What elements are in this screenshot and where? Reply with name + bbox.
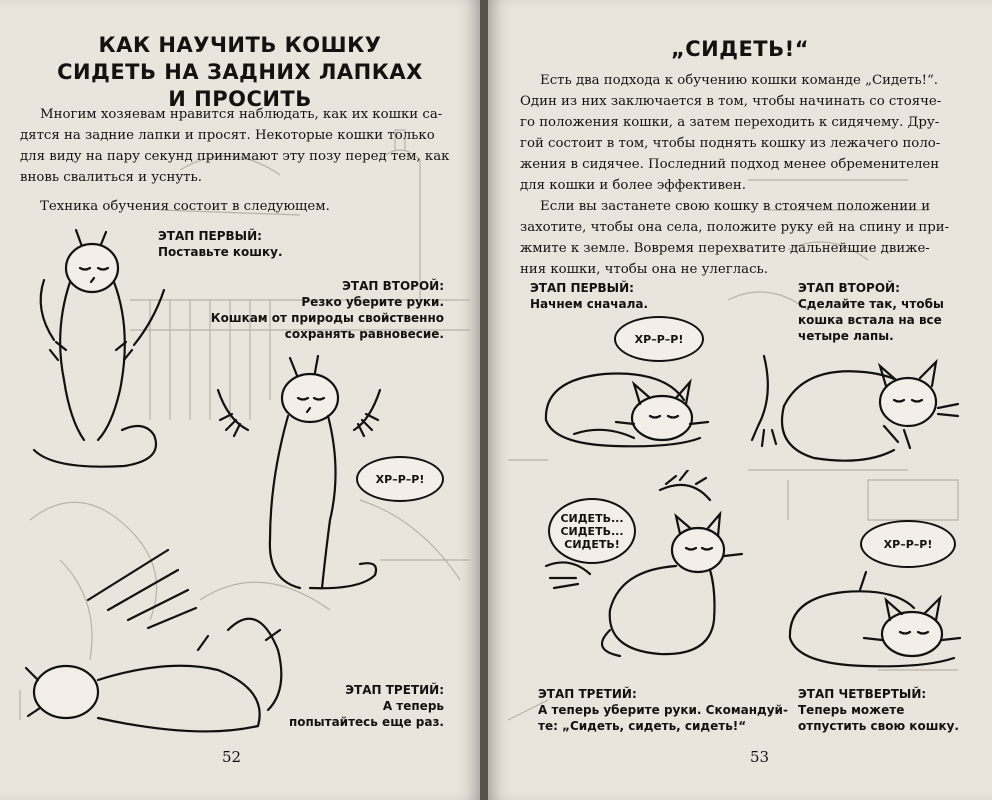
- text-line: захотите, чтобы она села, положите руку ей на спину и при-: [520, 220, 950, 235]
- text-line: дятся на задние лапки и просят. Некоторые кошки только: [20, 128, 435, 143]
- bubble-line: СИДЕТЬ...: [560, 511, 624, 525]
- left-title-line: КАК НАУЧИТЬ КОШКУ: [98, 33, 382, 57]
- step-label: ЭТАП ВТОРОЙ:: [798, 281, 900, 295]
- left-intro-paragraph: [20, 104, 458, 188]
- right-page-number: 53: [750, 748, 770, 766]
- cat-standing-with-hand-illustration: [744, 346, 964, 476]
- right-title: „СИДЕТЬ!“: [670, 37, 810, 61]
- step-text: сохранять равновесие.: [284, 327, 444, 341]
- text-line: го положения кошки, а затем переходить к сидячему. Дру-: [520, 115, 940, 130]
- step-text: кошка встала на все: [798, 313, 942, 327]
- text-line: жмите к земле. Вовремя перехватите дальнейшие движе-: [520, 241, 930, 256]
- left-technique-line: Техника обучения состоит в следующем.: [40, 199, 330, 214]
- cat-lying-on-back-illustration: [18, 540, 318, 740]
- step-label: ЭТАП ПЕРВЫЙ:: [530, 281, 634, 295]
- text-line: Если вы застанете свою кошку в стоячем положении и: [540, 199, 931, 214]
- text-line: вновь свалиться и уснуть.: [20, 170, 203, 185]
- text-line: жения в сидячее. Последний подход менее обременителен: [520, 157, 940, 172]
- cat-sitting-illustration: [540, 470, 770, 670]
- text-line: ния кошки, чтобы она не улеглась.: [520, 262, 768, 277]
- left-title-line: И ПРОСИТЬ: [168, 87, 312, 111]
- step-label: ЭТАП ТРЕТИЙ:: [345, 683, 444, 697]
- right-step4-caption: [798, 686, 959, 734]
- right-step3-caption: [538, 686, 788, 734]
- bubble-line: СИДЕТЬ!: [564, 537, 620, 551]
- text-line: Есть два подхода к обучению кошки команде „Сидеть!“.: [540, 73, 939, 88]
- text-line: для виду на пару секунд принимают эту позу перед тем, как: [20, 149, 450, 164]
- left-snore-bubble: ХР–Р–Р!: [356, 456, 444, 502]
- text-line: для кошки и более эффективен.: [520, 178, 746, 193]
- step-text: попытайтесь еще раз.: [288, 715, 444, 729]
- step-text: отпустить свою кошку.: [798, 719, 959, 733]
- step-text: четыре лапы.: [798, 329, 894, 343]
- step-label: ЭТАП ТРЕТИЙ:: [538, 687, 637, 701]
- left-step2-caption: [211, 278, 444, 342]
- step-text: А теперь: [382, 699, 444, 713]
- left-page-number: 52: [222, 748, 242, 766]
- step-label: ЭТАП ВТОРОЙ:: [342, 279, 444, 293]
- step-text: Поставьте кошку.: [158, 245, 283, 259]
- text-line: Многим хозяевам нравится наблюдать, как их кошки са-: [40, 107, 443, 122]
- text-line: Один из них заключается в том, чтобы начинать со стояче-: [520, 94, 942, 109]
- right-step1-caption: [530, 280, 648, 312]
- text-line: гой состоит в том, чтобы поднять кошку из лежачего поло-: [520, 136, 941, 151]
- cat-resting-illustration: [774, 568, 974, 678]
- left-title: [40, 32, 440, 113]
- left-step1-caption: [158, 228, 283, 260]
- right-step2-caption: [798, 280, 944, 344]
- left-page: [0, 0, 480, 800]
- step-text: Кошкам от природы свойственно: [210, 311, 444, 325]
- step-text: Начнем сначала.: [530, 297, 649, 311]
- right-snore-bubble-bottom: ХР–Р–Р!: [860, 520, 956, 568]
- cat-held-upright-illustration: [14, 220, 174, 480]
- right-paragraph-2: [520, 196, 956, 280]
- step-text: Сделайте так, чтобы: [798, 297, 944, 311]
- right-page: [488, 0, 992, 800]
- cat-sleeping-curled-illustration: [534, 360, 714, 460]
- bubble-line: СИДЕТЬ...: [560, 524, 624, 538]
- step-text: те: „Сидеть, сидеть, сидеть!“: [538, 719, 747, 733]
- right-paragraph-1: [520, 70, 956, 196]
- book-gutter: [480, 0, 488, 800]
- left-title-line: СИДЕТЬ НА ЗАДНИХ ЛАПКАХ: [57, 60, 423, 84]
- step-label: ЭТАП ЧЕТВЕРТЫЙ:: [798, 687, 927, 701]
- step-label: ЭТАП ПЕРВЫЙ:: [158, 229, 262, 243]
- step-text: А теперь уберите руки. Скомандуй-: [538, 703, 788, 717]
- step-text: Теперь можете: [798, 703, 905, 717]
- right-snore-bubble-top: ХР–Р–Р!: [614, 316, 704, 362]
- step-text: Резко уберите руки.: [301, 295, 444, 309]
